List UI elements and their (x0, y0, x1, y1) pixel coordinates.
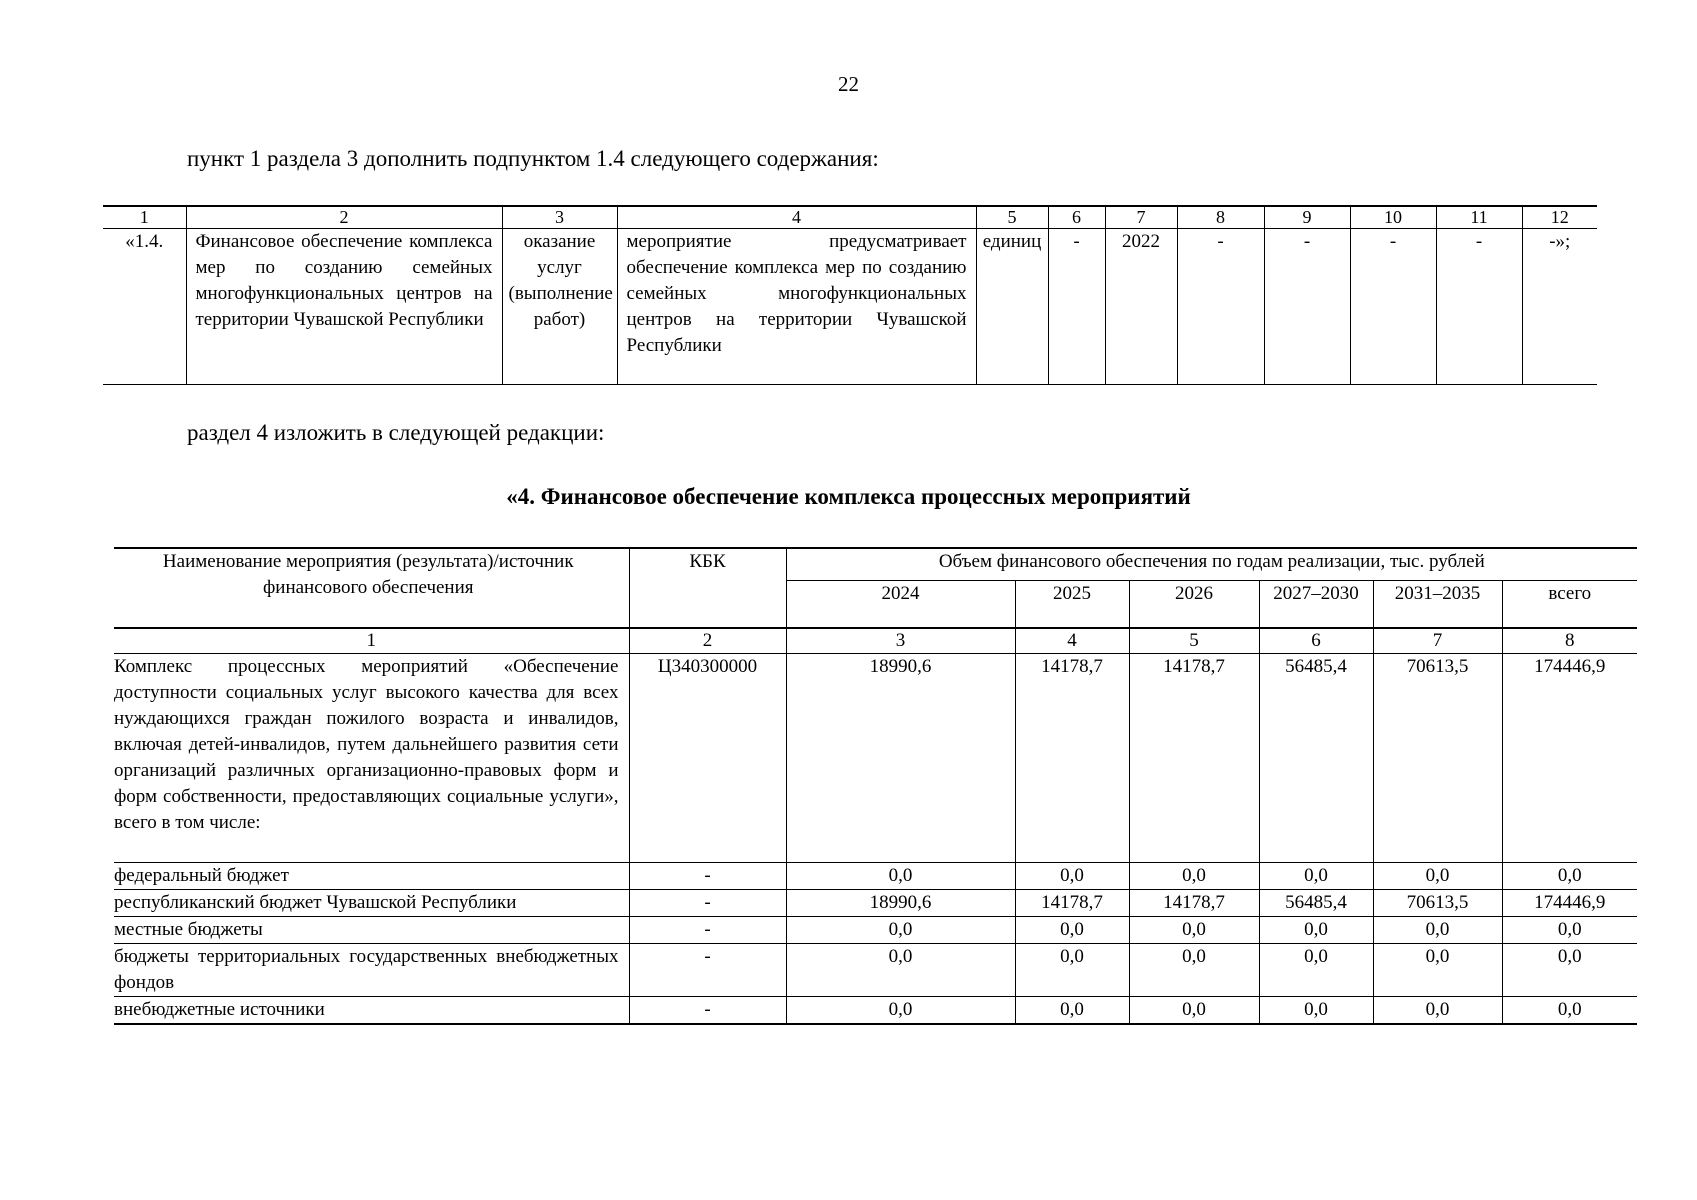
row-value: 0,0 (1129, 863, 1259, 890)
row-value: 14178,7 (1129, 654, 1259, 863)
row-value: 0,0 (1015, 997, 1129, 1025)
column-number: 10 (1350, 206, 1436, 229)
year-header: 2026 (1129, 581, 1259, 629)
row-value: 0,0 (1502, 997, 1637, 1025)
cell-value: - (1048, 229, 1105, 385)
row-value: 70613,5 (1373, 890, 1502, 917)
column-number: 6 (1048, 206, 1105, 229)
row-value: 0,0 (1259, 863, 1373, 890)
column-number: 1 (103, 206, 186, 229)
row-value: 0,0 (1502, 917, 1637, 944)
item-number: «1.4. (125, 231, 164, 252)
row-value: 70613,5 (1373, 654, 1502, 863)
row-name: республиканский бюджет Чувашской Республики (114, 890, 629, 917)
table-row (114, 890, 1637, 917)
row-value: 0,0 (1259, 944, 1373, 997)
row-value: 0,0 (786, 997, 1015, 1025)
table-row (114, 863, 1637, 890)
row-value: 0,0 (1502, 863, 1637, 890)
item-name: Финансовое обеспечение комплекса мер по созданию семейных многофункциональных центров на территории Чувашской Республики (186, 229, 502, 385)
row-value: 0,0 (1129, 917, 1259, 944)
row-value: 0,0 (1373, 944, 1502, 997)
table-row (114, 654, 1637, 863)
column-number: 11 (1436, 206, 1522, 229)
row-value: 0,0 (1373, 917, 1502, 944)
column-number: 8 (1502, 628, 1637, 654)
year-header: 2025 (1015, 581, 1129, 629)
row-name: федеральный бюджет (114, 863, 629, 890)
row-value: 14178,7 (1015, 890, 1129, 917)
row-name: местные бюджеты (114, 917, 629, 944)
row-value: 0,0 (1373, 863, 1502, 890)
row-value: 0,0 (1015, 863, 1129, 890)
subitem-table (103, 205, 1597, 385)
row-name: Комплекс процессных мероприятий «Обеспечение доступности социальных услуг высокого качества для всех нуждающихся граждан пожилого возраста и инвалидов, включая детей-инвалидов, путем дальнейшего развития сети организаций различных организационно-правовых форм и форм собственности, предоставляющих социальные услуги», всего в том числе: (114, 654, 629, 863)
row-value: 0,0 (1015, 917, 1129, 944)
row-value: 0,0 (1129, 944, 1259, 997)
row-value: 0,0 (1502, 944, 1637, 997)
item-type: оказание услуг (выполнение работ) (502, 229, 617, 385)
amendment-paragraph-1: пункт 1 раздела 3 дополнить подпунктом 1.4 следующего содержания: (187, 146, 879, 171)
row-name: бюджеты территориальных государственных внебюджетных фондов (114, 944, 629, 997)
amendment-paragraph-2: раздел 4 изложить в следующей редакции: (187, 420, 605, 445)
table-row (114, 944, 1637, 997)
row-value: 0,0 (786, 917, 1015, 944)
column-number: 7 (1373, 628, 1502, 654)
row-value: 174446,9 (1502, 654, 1637, 863)
cell-value: -»; (1522, 229, 1597, 385)
item-unit: единиц (976, 229, 1048, 385)
row-value: 0,0 (786, 863, 1015, 890)
cell-value: - (1177, 229, 1264, 385)
row-value: 56485,4 (1259, 890, 1373, 917)
column-number: 2 (186, 206, 502, 229)
year-header: всего (1502, 581, 1637, 629)
column-number: 9 (1264, 206, 1350, 229)
row-value: 0,0 (786, 944, 1015, 997)
table-header-row (114, 548, 1637, 581)
financing-table (114, 547, 1637, 1025)
item-description: мероприятие предусматривает обеспечение комплекса мер по созданию семейных многофункциональных центров на территории Чувашской Республики (617, 229, 976, 385)
cell-value: - (1264, 229, 1350, 385)
table-header-row (103, 206, 1597, 229)
row-value: 14178,7 (1015, 654, 1129, 863)
column-number: 2 (629, 628, 786, 654)
cell-year: 2022 (1105, 229, 1177, 385)
year-header: 2024 (786, 581, 1015, 629)
row-value: 0,0 (1259, 917, 1373, 944)
column-number: 8 (1177, 206, 1264, 229)
header-kbk: КБК (629, 548, 786, 628)
row-value: 0,0 (1129, 997, 1259, 1025)
column-number: 3 (786, 628, 1015, 654)
header-volume: Объем финансового обеспечения по годам реализации, тыс. рублей (786, 548, 1637, 581)
row-kbk: - (629, 944, 786, 997)
row-kbk: Ц340300000 (629, 654, 786, 863)
row-value: 18990,6 (786, 890, 1015, 917)
column-number: 5 (1129, 628, 1259, 654)
row-value: 0,0 (1015, 944, 1129, 997)
column-number: 6 (1259, 628, 1373, 654)
column-number: 4 (617, 206, 976, 229)
header-name: Наименование мероприятия (результата)/источник финансового обеспечения (114, 548, 629, 628)
page-number: 22 (838, 72, 859, 96)
column-number: 12 (1522, 206, 1597, 229)
column-number: 5 (976, 206, 1048, 229)
year-header: 2031–2035 (1373, 581, 1502, 629)
row-name: внебюджетные источники (114, 997, 629, 1025)
cell-value: - (1436, 229, 1522, 385)
row-value: 56485,4 (1259, 654, 1373, 863)
column-number: 3 (502, 206, 617, 229)
table-row (103, 229, 1597, 385)
section-heading: «4. Финансовое обеспечение комплекса процессных мероприятий (506, 484, 1191, 509)
row-kbk: - (629, 997, 786, 1025)
year-header: 2027–2030 (1259, 581, 1373, 629)
column-number: 4 (1015, 628, 1129, 654)
row-value: 0,0 (1259, 997, 1373, 1025)
table-row (114, 917, 1637, 944)
cell-value: - (1350, 229, 1436, 385)
column-number: 7 (1105, 206, 1177, 229)
row-value: 174446,9 (1502, 890, 1637, 917)
row-kbk: - (629, 890, 786, 917)
column-numbers-row (114, 628, 1637, 654)
row-kbk: - (629, 917, 786, 944)
column-number: 1 (114, 628, 629, 654)
row-kbk: - (629, 863, 786, 890)
table-row (114, 997, 1637, 1025)
row-value: 18990,6 (786, 654, 1015, 863)
row-value: 0,0 (1373, 997, 1502, 1025)
row-value: 14178,7 (1129, 890, 1259, 917)
